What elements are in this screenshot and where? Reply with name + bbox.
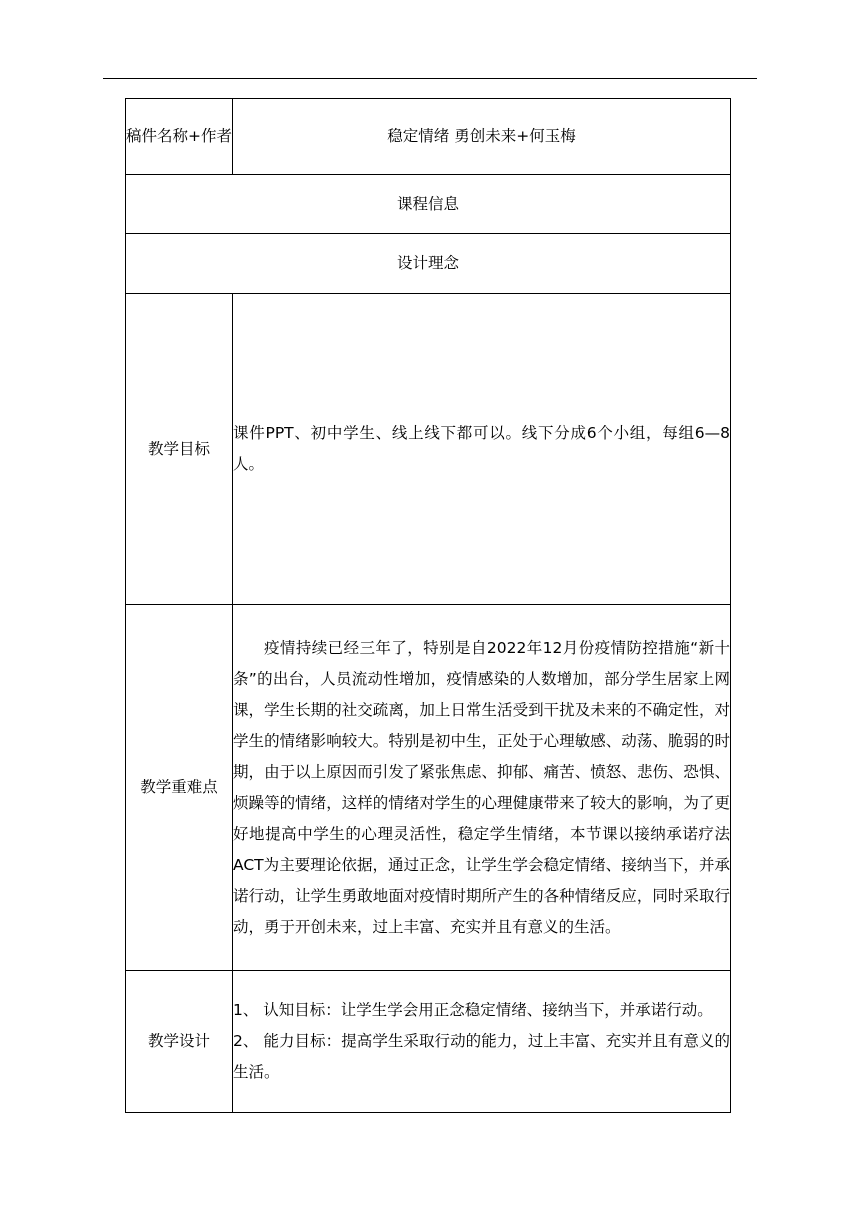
teaching-goals-text: 课件PPT、初中学生、线上线下都可以。线下分成6个小组，每组6—8人。 [233, 424, 730, 473]
key-points-text: 疫情持续已经三年了，特别是自2022年12月份疫情防控措施“新十条”的出台，人员流动性增加，疫情感染的人数增加，部分学生居家上网课，学生长期的社交疏离，加上日常生活受到干扰及未来的不确定性，对学生的情绪影响较大。特别是初中生，正处于心理敏感、动荡、脆弱的时期，由于以上原因而引发了紧张焦虑、抑郁、痛苦、愤怒、悲伤、恐惧、烦躁等的情绪，这样的情绪对学生的心理健康带来了较大的影响，为了更好地提高中学生的心理灵活性，稳定学生情绪，本节课以接纳承诺疗法ACT为主要理论依据，通过正念，让学生学会稳定情绪、接纳当下，并承诺行动，让学生勇敢地面对疫情时期所产生的各种情绪反应，同时采取行动，勇于开创未来，过上丰富、充实并且有意义的生活。 [233, 638, 730, 936]
table-row-teaching-goals [126, 294, 731, 605]
teaching-design-label: 教学设计 [126, 971, 233, 1113]
header-rule [103, 78, 757, 79]
table-row-course-info [126, 175, 731, 234]
table-row-teaching-design [126, 971, 731, 1113]
key-points-content [233, 605, 731, 971]
teaching-goals-label: 教学目标 [126, 294, 233, 605]
table-row-title [126, 99, 731, 175]
title-author-label: 稿件名称+作者 [126, 99, 233, 175]
teaching-design-item: 1、 认知目标：让学生学会用正念稳定情绪、接纳当下，并承诺行动。 [233, 1001, 713, 1019]
title-author-value: 稳定情绪 勇创未来+何玉梅 [233, 99, 731, 175]
key-points-label: 教学重难点 [126, 605, 233, 971]
design-concept-heading: 设计理念 [126, 234, 731, 294]
lesson-plan-table [125, 98, 731, 1113]
teaching-design-content [233, 971, 731, 1113]
teaching-goals-content [233, 294, 731, 605]
table-row-design-concept [126, 234, 731, 294]
teaching-design-item: 2、 能力目标：提高学生采取行动的能力，过上丰富、充实并且有意义的生活。 [233, 1032, 730, 1081]
table-row-key-points [126, 605, 731, 971]
course-info-heading: 课程信息 [126, 175, 731, 234]
